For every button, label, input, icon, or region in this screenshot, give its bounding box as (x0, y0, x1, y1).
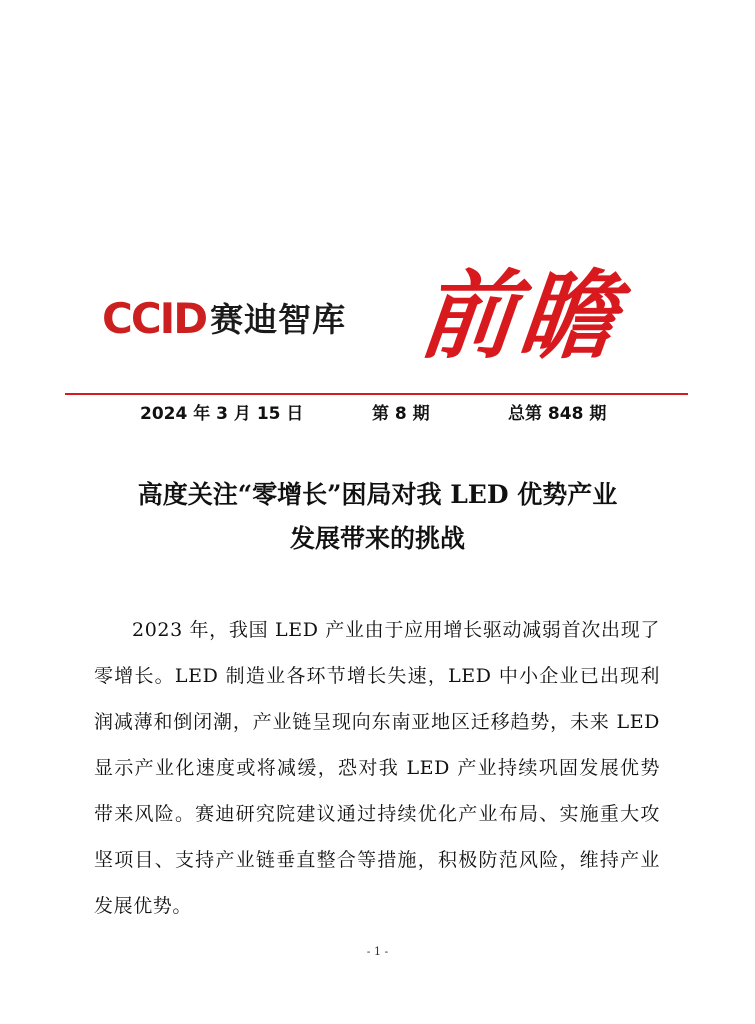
masthead-calligraphy (414, 252, 650, 380)
article-title-line-1: 高度关注“零增长”困局对我 LED 优势产业 (137, 480, 618, 509)
page-number: - 1 - (366, 945, 389, 958)
brand-header (102, 293, 346, 345)
article-paragraph: 2023 年，我国 LED 产业由于应用增长驱动减弱首次出现了零增长。LED 制造业各环节增长失速，LED 中小企业已出现利润减薄和倒闭潮，产业链呈现向东南亚地区迁移趋势，未来 LED 显示产业化速度或将减缓，恐对我 LED 产业持续巩固发展优势带来风险。赛迪研究院建议通过持续优化产业布局、实施重大攻坚项目、支持产业链垂直整合等措施，积极防范风险，维持产业发展优势。 (94, 619, 660, 917)
ccid-logo: CCID (102, 294, 207, 343)
brand-name: 赛迪智库 (210, 299, 347, 339)
masthead-title: 前瞻 (414, 259, 626, 372)
article-title (80, 473, 675, 561)
total-issue-number: 总第 848 期 (508, 404, 607, 424)
issue-number: 第 8 期 (372, 404, 430, 424)
issue-date: 2024 年 3 月 15 日 (140, 404, 304, 424)
article-title-line-2: 发展带来的挑战 (289, 524, 465, 553)
header-divider (65, 393, 688, 395)
